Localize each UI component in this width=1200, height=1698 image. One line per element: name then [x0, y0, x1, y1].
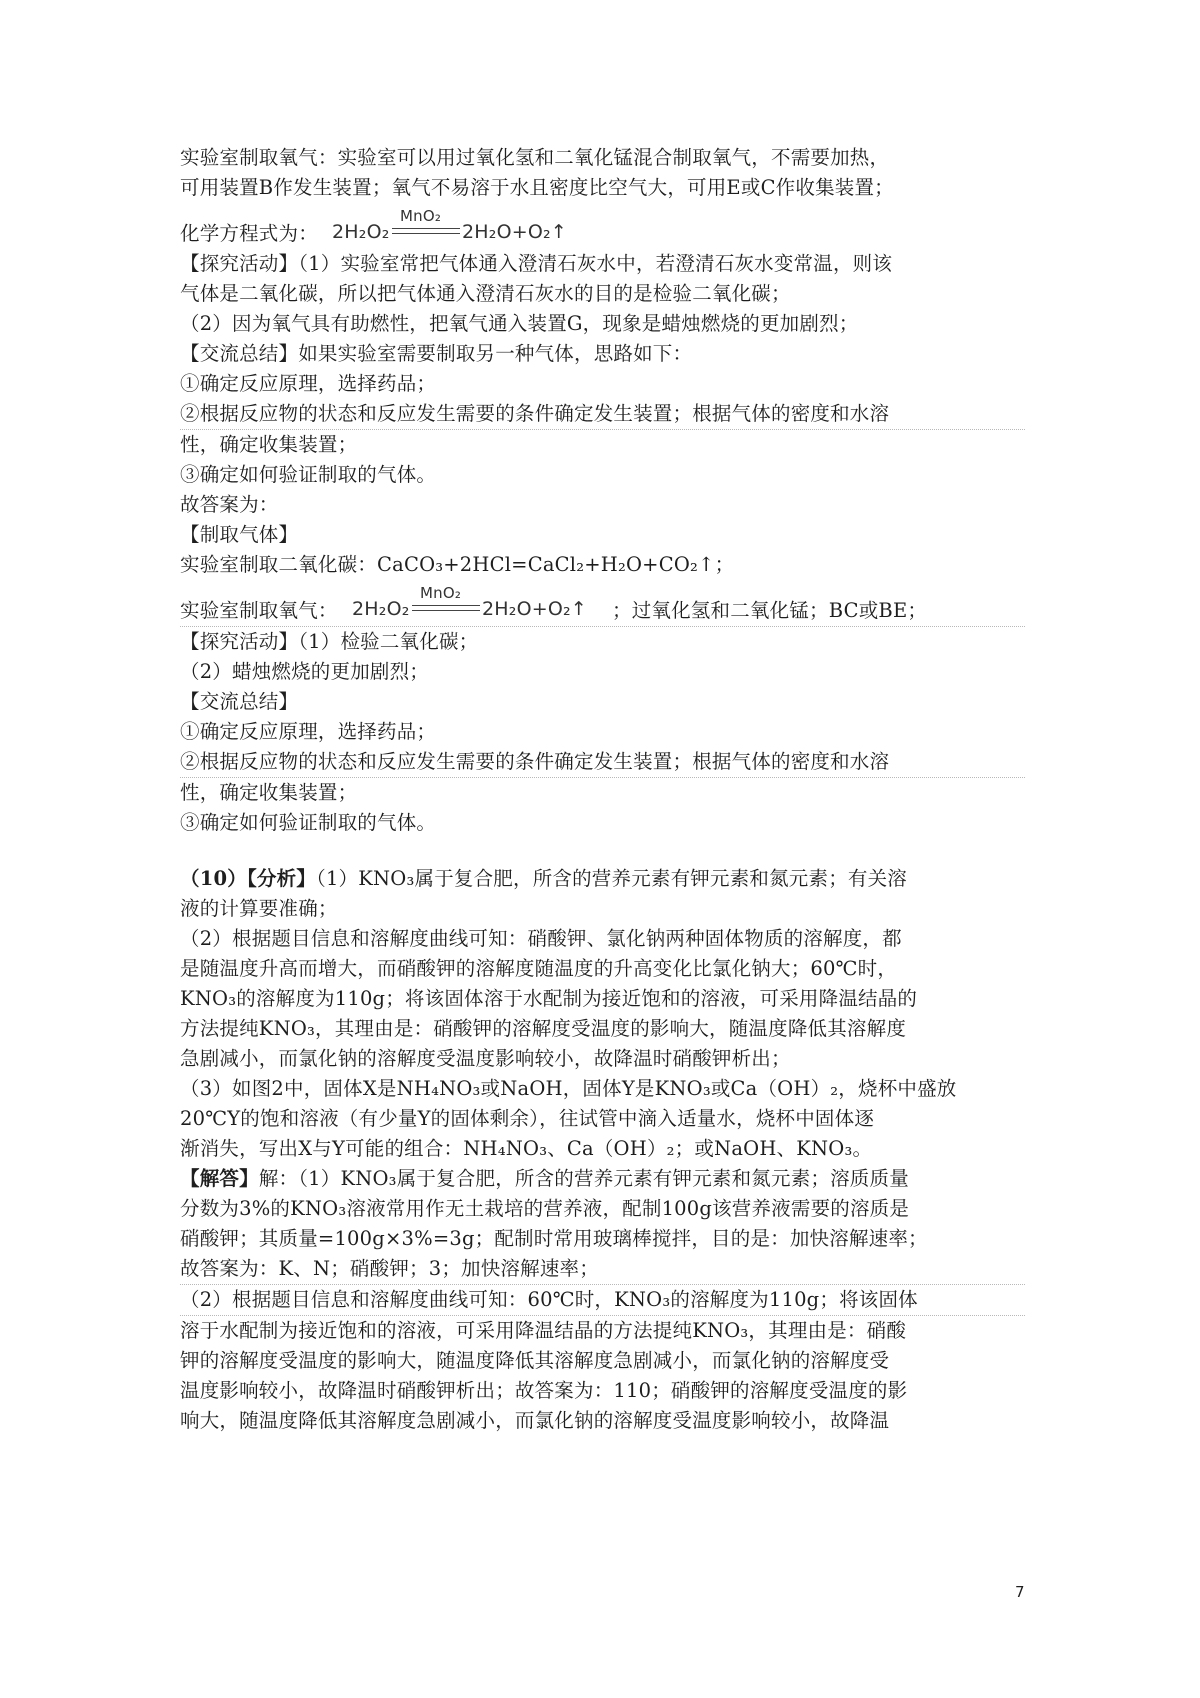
page-number: 7	[1015, 1583, 1025, 1601]
text-line: 故答案为：	[180, 493, 279, 516]
text-line: ②根据反应物的状态和反应发生需要的条件确定发生装置；根据气体的密度和水溶	[180, 399, 1025, 430]
text-line: 【制取气体】	[180, 523, 299, 546]
text-line: 【交流总结】	[180, 690, 299, 713]
text-line: （2）根据题目信息和溶解度曲线可知：硝酸钾、氯化钠两种固体物质的溶解度，都	[180, 927, 902, 950]
text-line: 性，确定收集装置；	[180, 781, 358, 804]
text-line: 方法提纯KNO₃，其理由是：硝酸钾的溶解度受温度的影响大，随温度降低其溶解度	[180, 1017, 907, 1040]
text-line: 气体是二氧化碳，所以把气体通入澄清石灰水的目的是检验二氧化碳；	[180, 282, 791, 305]
equation-left: 2H₂O₂	[352, 598, 410, 620]
text-line: 【探究活动】（1）检验二氧化碳；	[180, 630, 479, 653]
text-line: 实验室制取二氧化碳：CaCO₃+2HCl=CaCl₂+H₂O+CO₂↑；	[180, 553, 735, 576]
text-line: ①确定反应原理，选择药品；	[180, 720, 437, 743]
text-line: （2）根据题目信息和溶解度曲线可知：60℃时，KNO₃的溶解度为110g；将该固体	[180, 1285, 1025, 1316]
text-line: 响大，随温度降低其溶解度急剧减小，而氯化钠的溶解度受温度影响较小，故降温	[180, 1409, 890, 1432]
text-line: ①确定反应原理，选择药品；	[180, 372, 437, 395]
text-line: ③确定如何验证制取的气体。	[180, 463, 437, 486]
equation-left: 2H₂O₂	[332, 221, 390, 243]
text-line: 【交流总结】如果实验室需要制取另一种气体，思路如下：	[180, 342, 693, 365]
text-line: （3）如图2中，固体X是NH₄NO₃或NaOH，固体Y是KNO₃或Ca（OH）₂，烧杯中盛放	[180, 1077, 957, 1100]
text-line: 渐消失，写出X与Y可能的组合：NH₄NO₃、Ca（OH）₂；或NaOH、KNO₃。	[180, 1137, 873, 1160]
text-line: 急剧减小，而氯化钠的溶解度受温度影响较小，故降温时硝酸钾析出；	[180, 1047, 791, 1070]
text-line: 可用装置B作发生装置；氧气不易溶于水且密度比空气大，可用E或C作收集装置；	[180, 176, 894, 199]
equation-right: 2H₂O+O₂↑	[482, 598, 587, 620]
text-line: ②根据反应物的状态和反应发生需要的条件确定发生装置；根据气体的密度和水溶	[180, 747, 1025, 778]
text-line: （2）因为氧气具有助燃性，把氧气通入装置G，现象是蜡烛燃烧的更加剧烈；	[180, 312, 859, 335]
text-line: 分数为3%的KNO₃溶液常用作无土栽培的营养液，配制100g该营养液需要的溶质是	[180, 1197, 910, 1220]
text-line: KNO₃的溶解度为110g；将该固体溶于水配制为接近饱和的溶液，可采用降温结晶的	[180, 987, 918, 1010]
equation-line-2	[180, 580, 1025, 627]
answer-tag: 【解答】	[180, 1167, 259, 1190]
text-line: 溶于水配制为接近饱和的溶液，可采用降温结晶的方法提纯KNO₃，其理由是：硝酸	[180, 1319, 907, 1342]
text-line: 20℃Y的饱和溶液（有少量Y的固体剩余），往试管中滴入适量水，烧杯中固体逐	[180, 1107, 875, 1130]
text-line: 液的计算要准确；	[180, 897, 338, 920]
equation-right: 2H₂O+O₂↑	[462, 221, 567, 243]
text-line: ③确定如何验证制取的气体。	[180, 811, 437, 834]
text-line: 【探究活动】（1）实验室常把气体通入澄清石灰水中，若澄清石灰水变常温，则该	[180, 252, 893, 275]
equation-condition: MnO₂	[420, 584, 462, 602]
section-gap	[180, 838, 1025, 864]
text-line: 性，确定收集装置；	[180, 433, 358, 456]
chemical-equation	[352, 580, 632, 626]
text-line: 温度影响较小，故降温时硝酸钾析出；故答案为：110；硝酸钾的溶解度受温度的影	[180, 1379, 908, 1402]
question-10-analysis-header	[180, 864, 1025, 894]
question-number: （10）	[180, 867, 247, 890]
analysis-text: （1）KNO₃属于复合肥，所含的营养元素有钾元素和氮元素；有关溶	[316, 867, 907, 890]
equation-suffix: ；过氧化氢和二氧化锰；BC或BE；	[612, 599, 928, 622]
equation-line-1	[180, 203, 1025, 249]
text-line: 实验室制取氧气：实验室可以用过氧化氢和二氧化锰混合制取氧气，不需要加热，	[180, 146, 890, 169]
equation-bar	[392, 228, 460, 234]
answer-text: 解：（1）KNO₃属于复合肥，所含的营养元素有钾元素和氮元素；溶质质量	[258, 1167, 909, 1190]
equation-label: 化学方程式为：	[180, 222, 318, 245]
equation-bar	[412, 605, 480, 611]
text-line: 故答案为：K、N；硝酸钾；3；加快溶解速率；	[180, 1254, 1025, 1285]
text-line: 钾的溶解度受温度的影响大，随温度降低其溶解度急剧减小，而氯化钠的溶解度受	[180, 1349, 890, 1372]
text-line: 是随温度升高而增大，而硝酸钾的溶解度随温度的升高变化比氯化钠大；60℃时，	[180, 957, 898, 980]
chemical-equation	[332, 203, 612, 249]
question-10-answer-header	[180, 1164, 1025, 1194]
text-line: 硝酸钾；其质量=100g×3%=3g；配制时常用玻璃棒搅拌，目的是：加快溶解速率；	[180, 1227, 928, 1250]
text-line: （2）蜡烛燃烧的更加剧烈；	[180, 660, 430, 683]
equation-label: 实验室制取氧气：	[180, 599, 338, 622]
document-page	[180, 143, 1025, 1436]
equation-condition: MnO₂	[400, 207, 442, 225]
analysis-tag: 【分析】	[246, 867, 316, 890]
